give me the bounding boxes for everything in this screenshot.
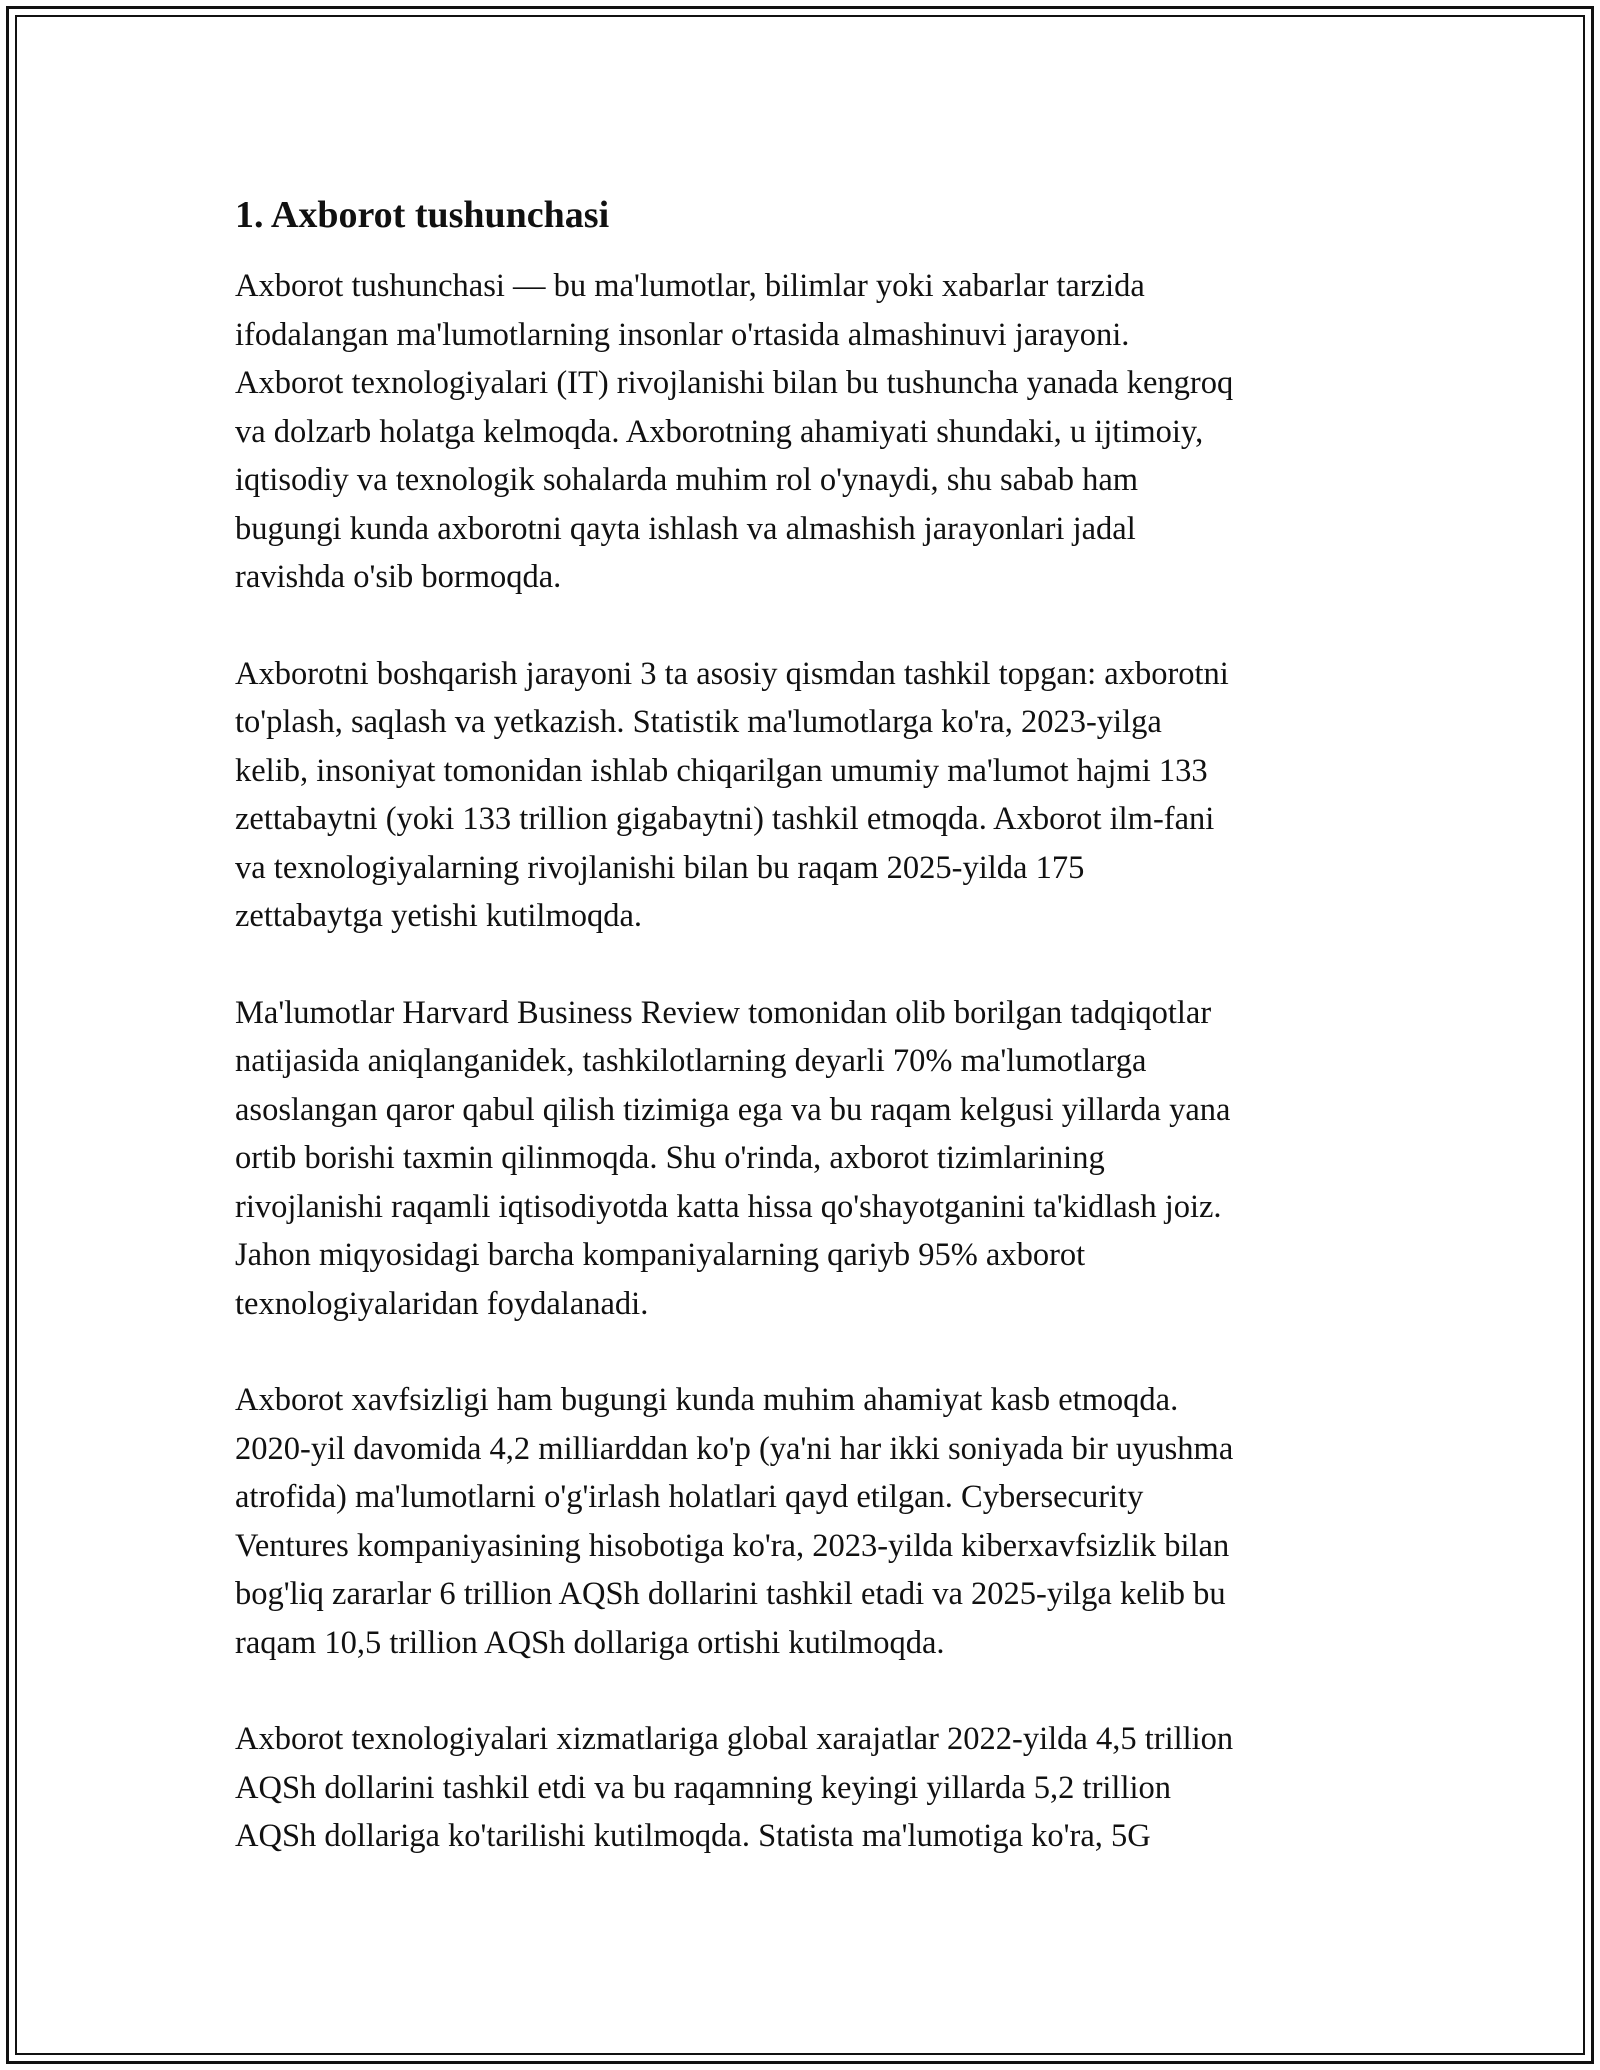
text-line: kelib, insoniyat tomonidan ishlab chiqarilgan umumiy ma'lumot hajmi 133 [235,752,1208,789]
text-line: va dolzarb holatga kelmoqda. Axborotning ahamiyati shundaki, u ijtimoiy, [235,413,1204,450]
text-line: asoslangan qaror qabul qilish tizimiga ega va bu raqam kelgusi yillarda yana [235,1091,1231,1128]
text-line: Ma'lumotlar Harvard Business Review tomonidan olib borilgan tadqiqotlar [235,994,1212,1031]
text-line: Jahon miqyosidagi barcha kompaniyalarning qariyb 95% axborot [235,1237,1086,1273]
text-line: raqam 10,5 trillion AQSh dollariga ortishi kutilmoqda. [235,1624,945,1661]
text-line: ortib borishi taxmin qilinmoqda. Shu o'rinda, axborot tizimlarining [235,1140,1105,1176]
paragraph-1 [235,262,1365,602]
text-line: ifodalangan ma'lumotlarning insonlar o'rtasida almashinuvi jarayoni. [235,316,1130,353]
section-heading: 1. Axborot tushunchasi [235,194,610,236]
text-line: Axborotni boshqarish jarayoni 3 ta asosiy qismdan tashkil topgan: axborotni [235,655,1229,692]
paragraph-4 [235,1376,1365,1667]
text-line: va texnologiyalarning rivojlanishi bilan bu raqam 2025-yilda 175 [235,849,1085,886]
text-line: to'plash, saqlash va yetkazish. Statistik ma'lumotlarga ko'ra, 2023-yilga [235,704,1162,740]
text-line: Axborot texnologiyalari xizmatlariga global xarajatlar 2022-yilda 4,5 trillion [235,1721,1234,1757]
text-line: rivojlanishi raqamli iqtisodiyotda katta hissa qo'shayotganini ta'kidlash joiz. [235,1188,1222,1225]
text-line: zettabaytga yetishi kutilmoqda. [235,898,643,934]
text-line: bog'liq zararlar 6 trillion AQSh dollarini tashkil etadi va 2025-yilga kelib bu [235,1576,1226,1612]
paragraph-5 [235,1715,1365,1861]
text-line: zettabaytni (yoki 133 trillion gigabaytni) tashkil etmoqda. Axborot ilm-fani [235,801,1215,837]
text-line: Ventures kompaniyasining hisobotiga ko'ra, 2023-yilda kiberxavfsizlik bilan [235,1527,1230,1564]
text-line: Axborot texnologiyalari (IT) rivojlanishi bilan bu tushuncha yanada kengroq [235,365,1234,401]
text-line: 2020-yil davomida 4,2 milliarddan ko'p (ya'ni har ikki soniyada bir uyushma [235,1430,1234,1467]
paragraph-2 [235,650,1365,941]
text-line: ravishda o'sib bormoqda. [235,559,562,595]
text-line: natijasida aniqlanganidek, tashkilotlarning deyarli 70% ma'lumotlarga [235,1043,1147,1079]
text-line: bugungi kunda axborotni qayta ishlash va almashish jarayonlari jadal [235,510,1136,547]
text-line: texnologiyalaridan foydalanadi. [235,1285,649,1322]
text-line: atrofida) ma'lumotlarni o'g'irlash holatlari qayd etilgan. Cybersecurity [235,1479,1144,1515]
text-line: iqtisodiy va texnologik sohalarda muhim rol o'ynaydi, shu sabab ham [235,462,1139,498]
text-line: Axborot tushunchasi — bu ma'lumotlar, bilimlar yoki xabarlar tarzida [235,268,1145,304]
paragraph-list [235,262,1365,1861]
text-line: Axborot xavfsizligi ham bugungi kunda muhim ahamiyat kasb etmoqda. [235,1382,1179,1418]
document-body [235,190,1365,1909]
paragraph-3 [235,989,1365,1329]
text-line: AQSh dollariga ko'tarilishi kutilmoqda. Statista ma'lumotiga ko'ra, 5G [235,1818,1151,1854]
text-line: AQSh dollarini tashkil etdi va bu raqamning keyingi yillarda 5,2 trillion [235,1769,1172,1806]
